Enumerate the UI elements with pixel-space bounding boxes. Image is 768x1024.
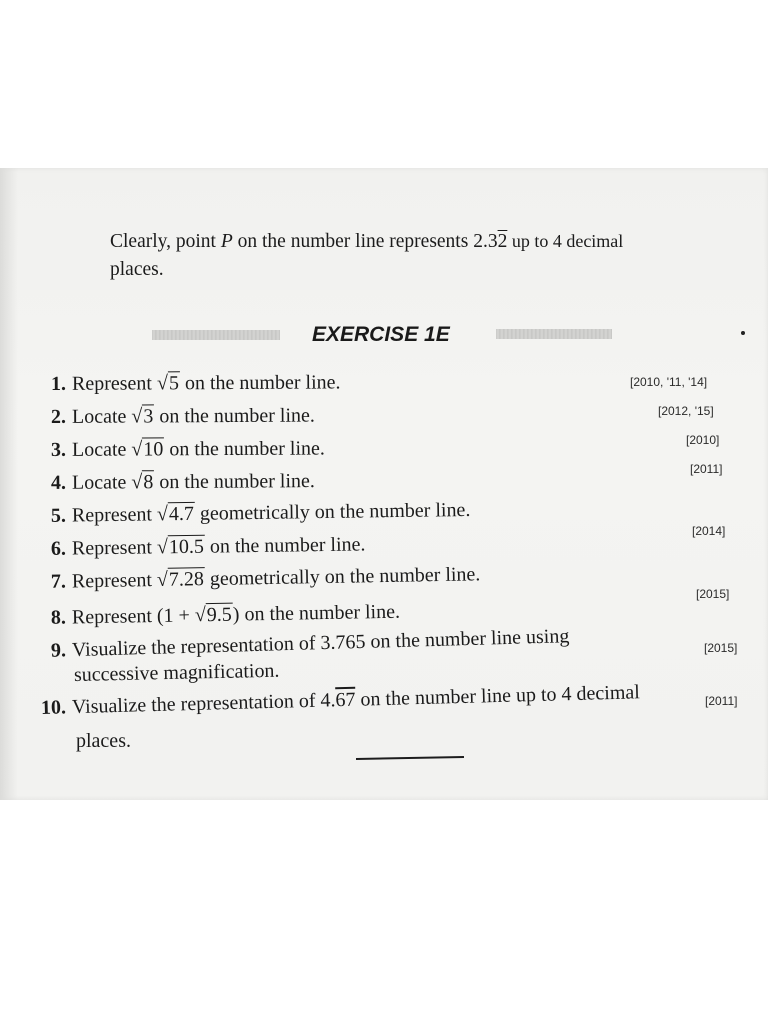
question-suffix: on the number line. [179,371,341,395]
square-root [157,535,205,559]
radicand: 10.5 [168,535,205,559]
question-number: 1. [50,372,67,395]
question-suffix: ) on the number line. [232,600,401,626]
question-text [72,499,471,528]
radicand: 7.28 [168,568,205,591]
radical-sign: √ [156,568,169,591]
question-suffix: on the number line. [204,533,366,558]
radical-sign: √ [131,405,143,428]
radicand: 5 [168,372,180,395]
question-text [72,405,315,429]
radical-sign: √ [156,503,169,526]
intro-line-1 [110,232,623,252]
repeating-digit: 2 [497,231,508,252]
radicand: 3 [143,405,154,428]
point-label: P [220,231,233,252]
question-2 [40,402,740,434]
question-4-years: [2011] [690,462,723,476]
question-3 [40,435,740,467]
question-suffix: geometrically on the number line. [194,498,471,525]
radical-sign: √ [194,604,207,627]
question-text [72,438,325,462]
exercise-title: EXERCISE 1E [312,323,450,346]
ink-dot [741,331,745,335]
square-root [157,371,180,394]
question-prefix: Represent [71,536,158,560]
radical-sign: √ [156,536,169,559]
repeating-digits: 67 [335,688,356,712]
question-number: 5. [50,504,67,527]
question-number: 6. [50,537,67,560]
question-1-years: [2010, '11, '14] [630,375,708,389]
radicand: 4.7 [168,502,195,526]
square-root [157,502,195,526]
question-number: 7. [50,570,67,593]
intro-text-end: up to 4 decimal [507,231,624,251]
question-9-line-2: successive magnification. [73,659,280,686]
question-text [72,371,341,395]
question-8-years: [2015] [696,587,730,601]
question-prefix: Locate [71,471,132,494]
question-prefix: Represent (1 + [71,604,196,629]
square-root [131,404,154,427]
radical-sign: √ [131,438,143,461]
question-number: 10. [40,696,67,719]
question-text-end: on the number line up to 4 decimal [355,681,641,711]
question-number: 3. [50,438,67,461]
question-number: 2. [50,405,67,428]
intro-text-middle: on the number line represents 2.3 [232,231,498,252]
question-10-line-2: places. [76,730,131,752]
question-text [72,601,400,630]
intro-text-start: Clearly, point [110,231,221,252]
question-4 [40,467,740,500]
question-suffix: on the number line. [164,437,325,461]
question-prefix: Locate [71,438,132,461]
question-text [72,470,315,495]
question-9-years: [2015] [704,641,738,655]
radicand: 10 [143,438,164,461]
question-10-years: [2011] [705,694,738,708]
square-root [157,567,205,591]
header-bar-right [496,329,612,339]
question-3-years: [2010] [686,433,720,447]
question-number: 8. [50,606,67,629]
question-suffix: on the number line. [154,470,315,494]
question-prefix: Represent [71,372,158,395]
square-root [195,603,233,627]
question-text [72,533,366,560]
question-prefix: Represent [71,503,158,527]
page-edge-shadow [0,168,18,800]
question-number: 4. [50,471,67,494]
square-root [131,437,164,460]
question-suffix: geometrically on the number line. [204,563,481,591]
question-prefix: Locate [71,405,132,428]
question-number: 9. [50,639,67,662]
radical-sign: √ [156,372,169,395]
radical-sign: √ [131,471,143,494]
question-prefix: Represent [71,568,158,593]
question-suffix: on the number line. [154,404,315,428]
header-bar-left [152,330,280,340]
question-6-years: [2014] [692,524,726,538]
question-text-line-1: Visualize the representation of 3.765 on the number line using [71,625,570,662]
intro-line-2: places. [110,259,164,280]
radicand: 9.5 [206,603,233,627]
question-2-years: [2012, '15] [658,404,714,418]
radicand: 8 [143,471,154,494]
question-text-start: Visualize the representation of 4. [71,689,336,719]
square-root [131,470,154,493]
